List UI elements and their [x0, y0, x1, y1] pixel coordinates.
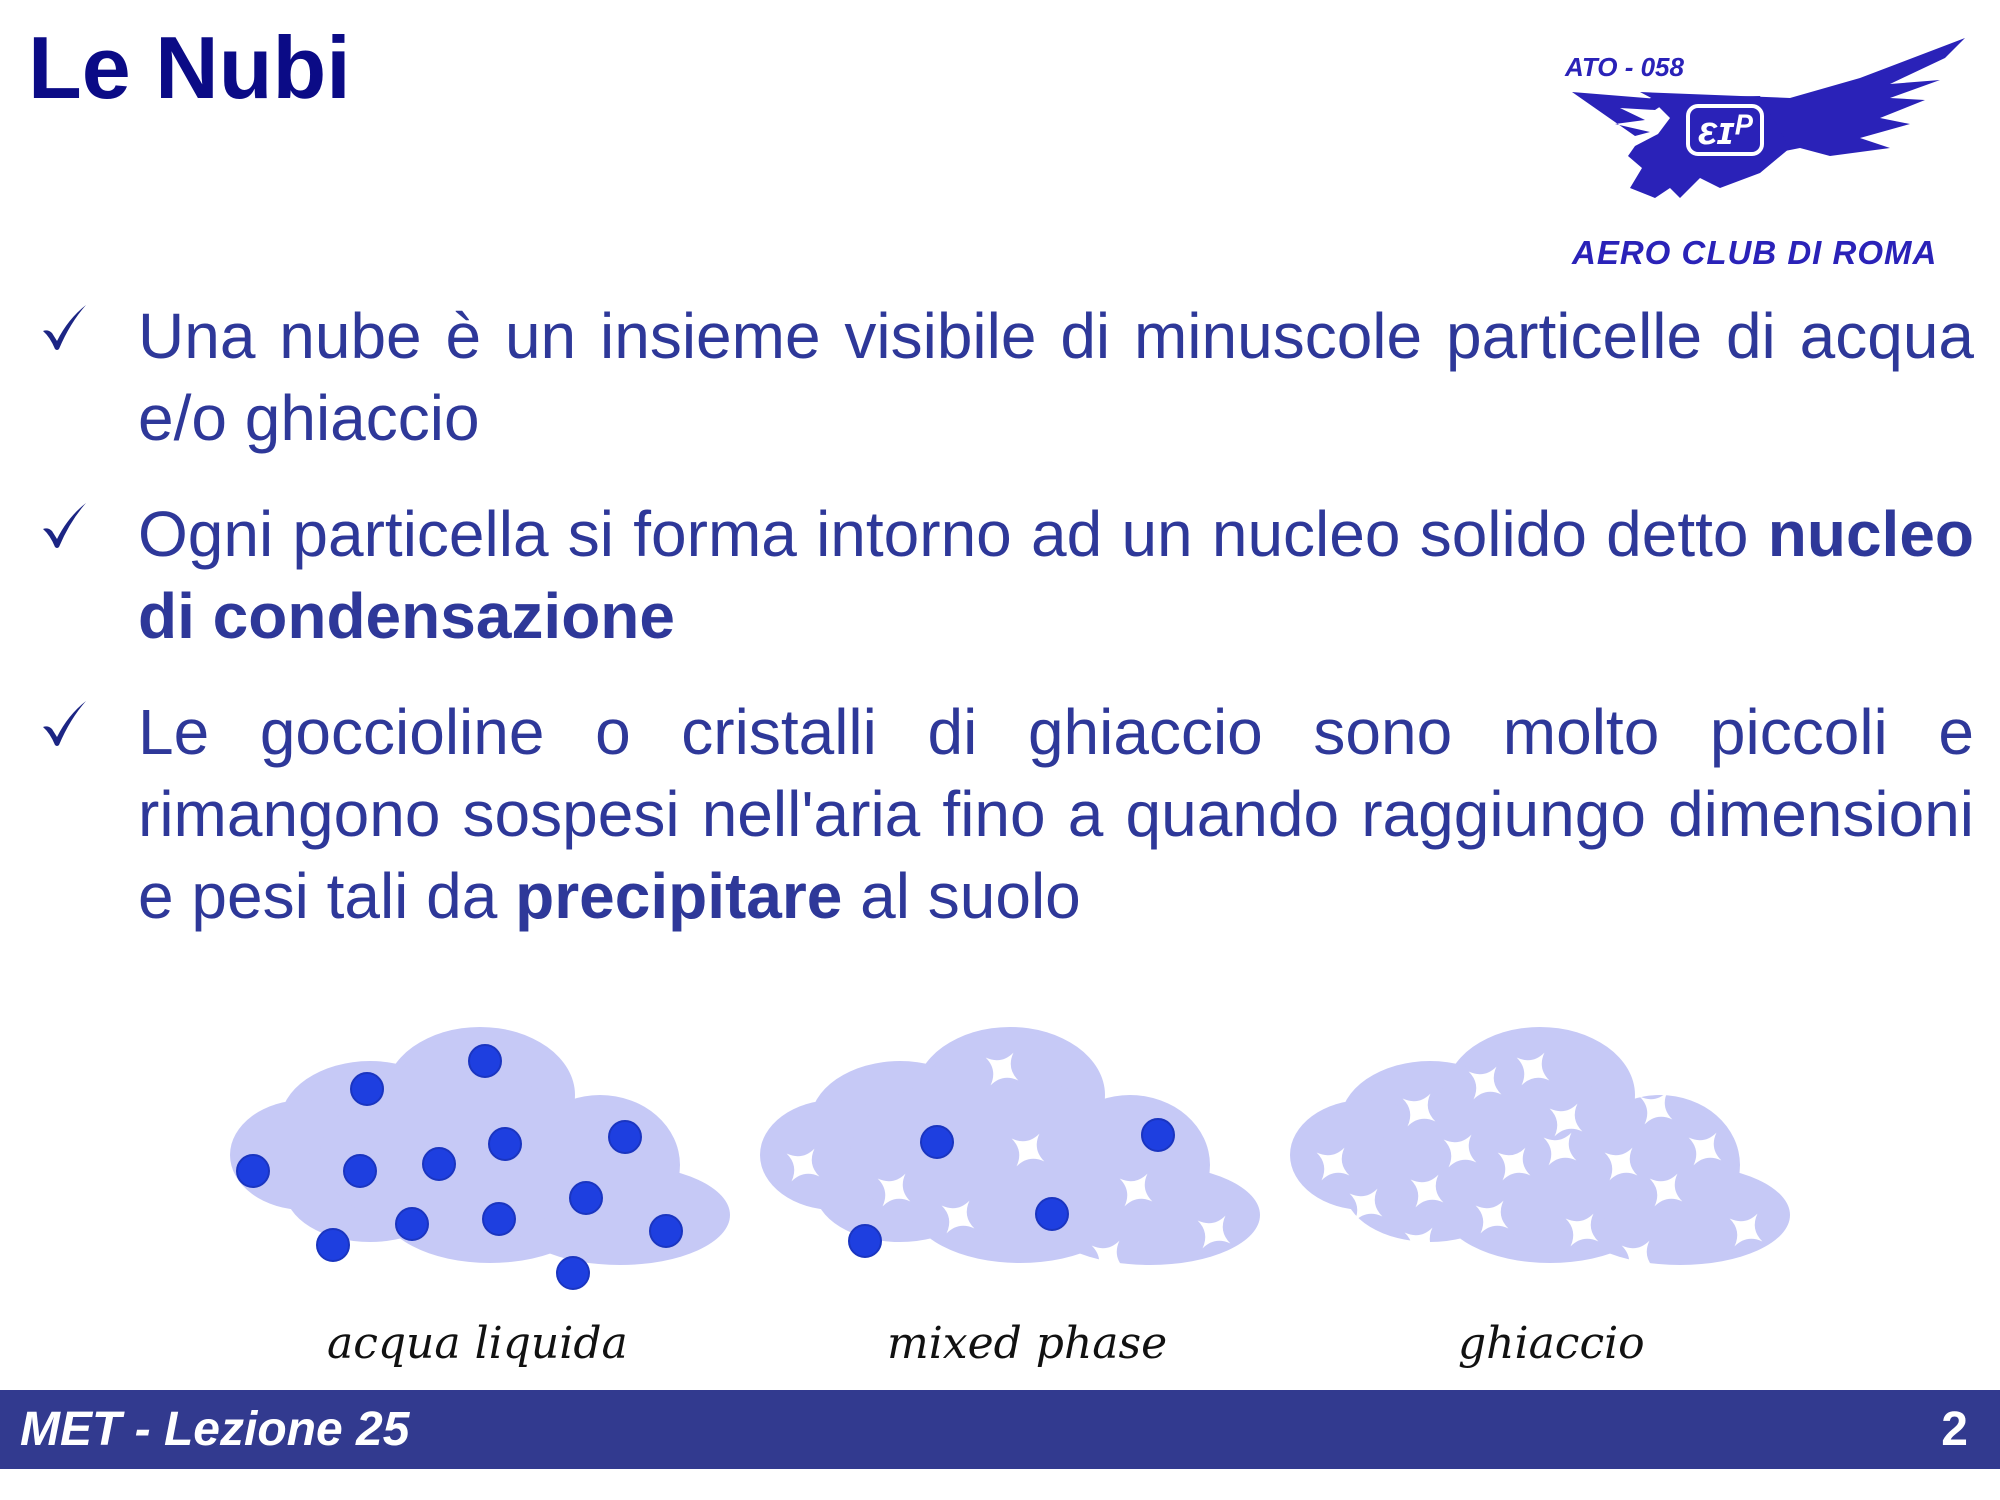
bullet-text: Una nube è un insieme visibile di minuscole particelle di acqua e/o ghiaccio	[138, 300, 1974, 454]
bullet-item	[138, 691, 1974, 937]
slide-title: Le Nubi	[28, 18, 351, 117]
bullet-item	[138, 295, 1974, 459]
caption-ice: ghiaccio	[1458, 1318, 1645, 1369]
footer-bar	[0, 1390, 2000, 1469]
checkmark-icon	[40, 699, 88, 747]
bullet-text: Ogni particella si forma intorno ad un nucleo solido detto	[138, 498, 1768, 570]
aero-club-logo	[1560, 38, 1980, 278]
page-number: 2	[1941, 1403, 1968, 1456]
checkmark-icon	[40, 501, 88, 549]
cloud-phases-figure	[220, 1020, 1810, 1290]
svg-text:ɛɪᴾ: ɛɪᴾ	[1698, 109, 1752, 153]
cloud-mixed	[760, 1027, 1260, 1285]
caption-liquid: acqua liquida	[327, 1318, 628, 1369]
bullet-text: Le goccioline o cristalli di ghiaccio sono molto piccoli e rimangono sospesi nell'aria fino a quando raggiungo dimensioni e pesi tali da	[138, 696, 1974, 932]
bullet-text: al suolo	[842, 860, 1081, 932]
bullet-list	[0, 295, 2000, 937]
checkmark-icon	[40, 303, 88, 351]
logo-name: AERO CLUB DI ROMA	[1572, 234, 1938, 271]
logo-code: ATO - 058	[1565, 52, 1684, 82]
cloud-ice	[1290, 1027, 1790, 1285]
bullet-text-bold: precipitare	[515, 860, 843, 932]
footer-label: MET - Lezione 25	[20, 1403, 410, 1456]
caption-mixed: mixed phase	[887, 1318, 1168, 1369]
bullet-item	[138, 493, 1974, 657]
cloud-liquid	[230, 1027, 730, 1289]
bullet-text-bold: nucleo di condensazione	[138, 498, 1974, 652]
